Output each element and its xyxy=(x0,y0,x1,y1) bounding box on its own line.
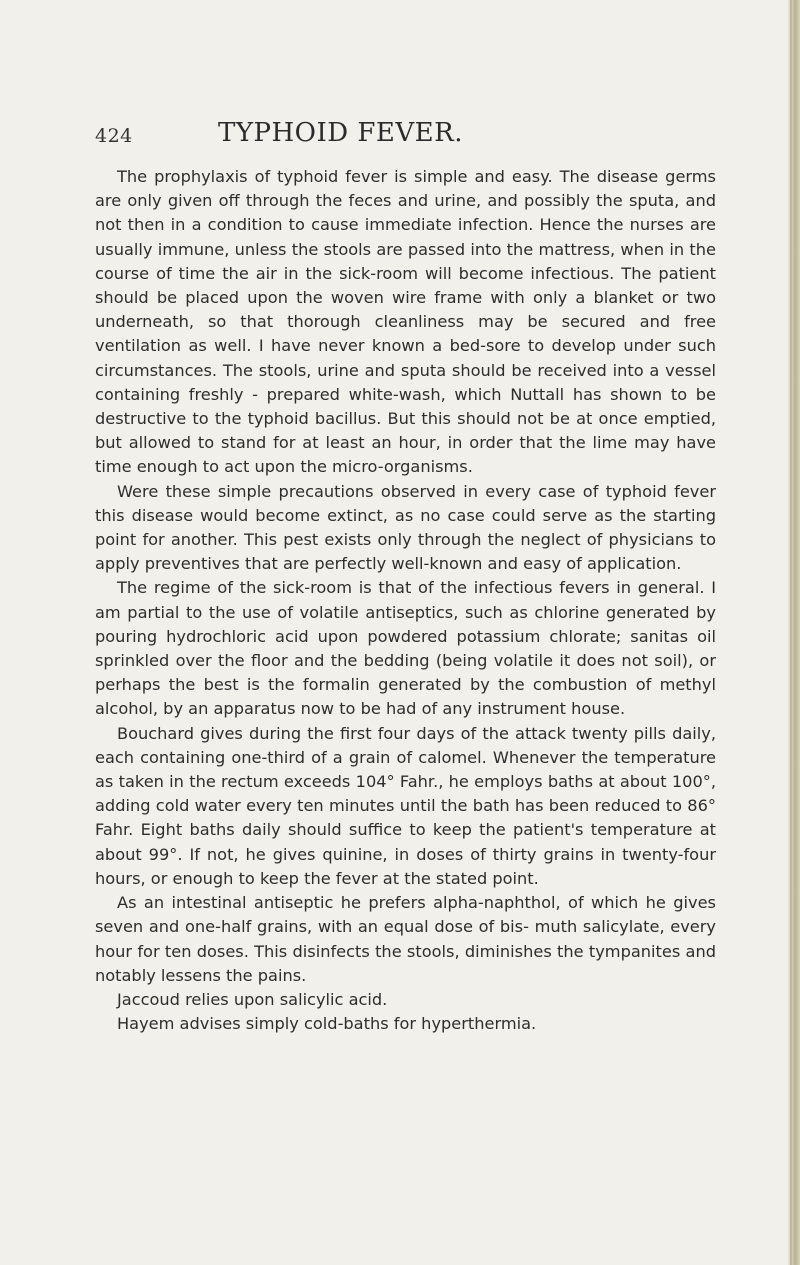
paragraph-antiseptic: As an intestinal antiseptic he prefers alpha-naphthol, of which he gives seven and one-half grains, with an equal dose of bis- muth salicylate, every hour for ten doses. This disinfects the stools, diminishes the tympanites and notably lessens the pains. xyxy=(95,893,716,985)
page-edge xyxy=(788,0,800,1265)
running-title: TYPHOID FEVER. xyxy=(218,118,463,148)
paragraph-bouchard: Bouchard gives during the first four days of the attack twenty pills daily, each containing one-third of a grain of calomel. Whenever the temperature as taken in the rectum exceeds 104° Fahr., he employs baths at about 100°, adding cold water every ten minutes until the bath has been reduced to 86° Fahr. Eight baths daily should suffice to keep the patient's temperature at about 99°. If not, he gives quinine, in doses of thirty grains in twenty-four hours, or enough to keep the fever at the stated point. xyxy=(95,723,716,888)
page-header xyxy=(95,118,715,150)
page-number: 424 xyxy=(95,125,133,147)
paragraph-jaccoud: Jaccoud relies upon salicylic acid. xyxy=(117,989,388,1009)
body-text xyxy=(95,165,716,1036)
paragraph-precautions: Were these simple precautions observed in every case of typhoid fever this disease would become extinct, as no case could serve as the starting point for another. This pest exists only through the neglect of physicians to apply preventives that are perfectly well-known and easy of application. xyxy=(95,481,716,574)
paragraph-prophylaxis: The prophylaxis of typhoid fever is simple and easy. The disease germs are only given off through the feces and urine, and possibly the sputa, and not then in a condition to cause immediate infection. Hence the nurses are usually immune, unless the stools are passed into the mattress, when in the course of time the air in the sick-room will become infectious. The patient should be placed upon the woven wire frame with only a blanket or two underneath, so that thorough cleanliness may be secured and free ventilation as well. I have never known a bed-sore to develop under such circumstances. The stools, urine and sputa should be received into a vessel containing freshly - prepared white-wash, which Nuttall has shown to be destructive to the typhoid bacillus. But this should not be at once emptied, but allowed to stand for at least an hour, in order that the lime may have time enough to act upon the micro-organisms. xyxy=(95,167,716,477)
paragraph-regime: The regime of the sick-room is that of the infectious fevers in general. I am partial to the use of volatile antiseptics, such as chlorine generated by pouring hydrochloric acid upon powdered potassium chlorate; sanitas oil sprinkled over the floor and the bedding (being volatile it does not soil), or perhaps the best is the formalin generated by the combustion of methyl alcohol, by an apparatus now to be had of any instrument house. xyxy=(95,578,716,719)
paragraph-hayem: Hayem advises simply cold-baths for hyperthermia. xyxy=(117,1014,537,1034)
